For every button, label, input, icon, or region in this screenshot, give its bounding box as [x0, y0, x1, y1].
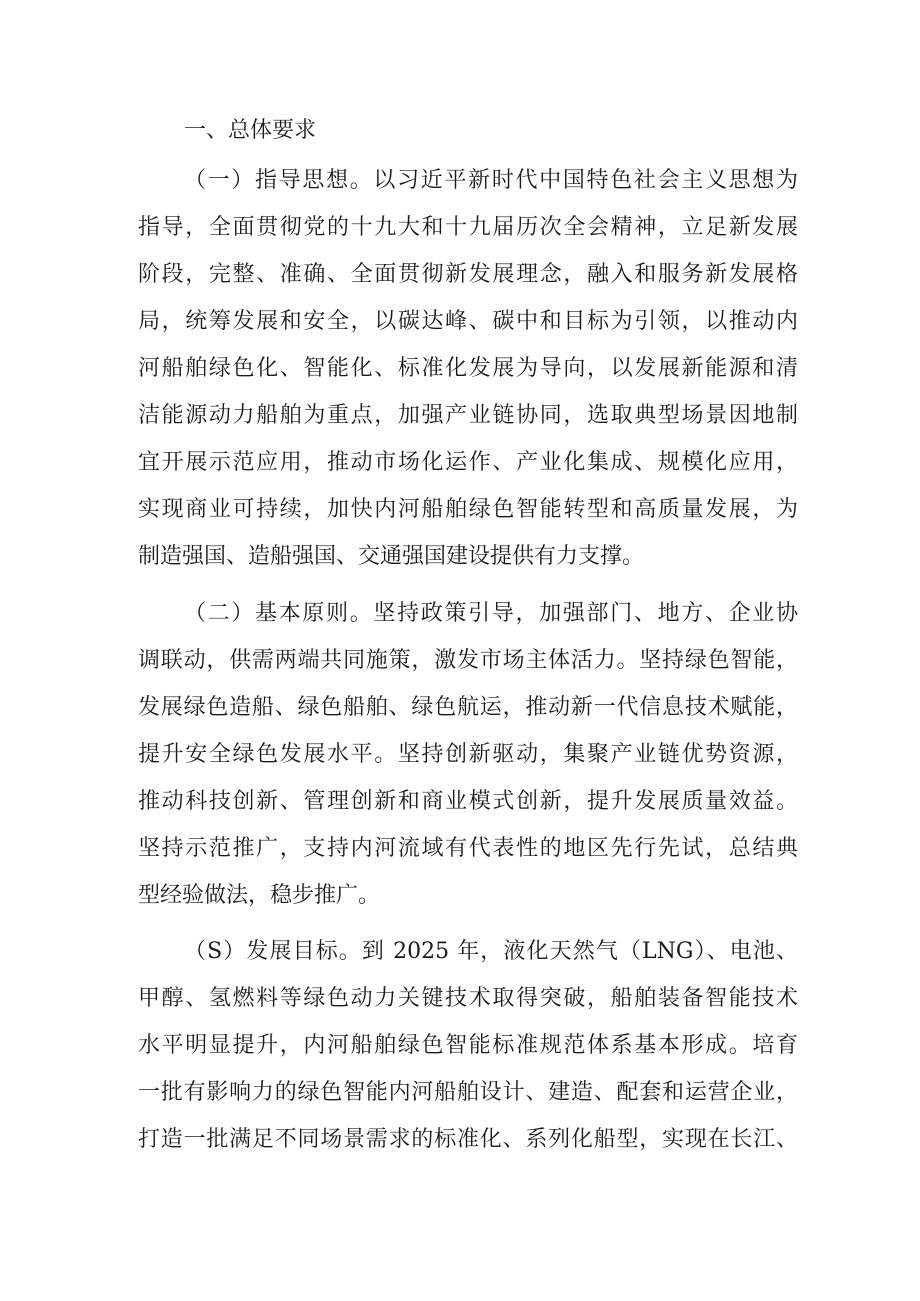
paragraph-line: 局，统筹发展和安全，以碳达峰、碳中和目标为引领，以推动内	[138, 309, 798, 334]
paragraph-line: 阶段，完整、准确、全面贯彻新发展理念，融入和服务新发展格	[138, 262, 798, 287]
paragraph-line: 打造一批满足不同场景需求的标准化、系列化船型，实现在长江、	[138, 1127, 798, 1152]
paragraph-line: 实现商业可持续，加快内河船舶绿色智能转型和高质量发展，为	[138, 497, 798, 522]
paragraph-line: 提升安全绿色发展水平。坚持创新驱动，集聚产业链优势资源，	[138, 742, 798, 767]
paragraph-line: 指导，全面贯彻党的十九大和十九届历次全会精神，立足新发展	[138, 215, 798, 240]
paragraph-line: 型经验做法，稳步推广。	[138, 883, 381, 908]
paragraph-line: 一批有影响力的绿色智能内河船舶设计、建造、配套和运营企业，	[138, 1080, 798, 1105]
paragraph-line: （二）基本原则。坚持政策引导，加强部门、地方、企业协	[184, 601, 798, 626]
paragraph-line: （一）指导思想。以习近平新时代中国特色社会主义思想为	[184, 168, 798, 193]
paragraph-line: 水平明显提升，内河船舶绿色智能标准规范体系基本形成。培育	[138, 1033, 798, 1058]
paragraph-line: 坚持示范推广，支持内河流域有代表性的地区先行先试，总结典	[138, 836, 798, 861]
paragraph-line: 发展绿色造船、绿色船舶、绿色航运，推动新一代信息技术赋能，	[138, 695, 798, 720]
paragraph-line: 调联动，供需两端共同施策，激发市场主体活力。坚持绿色智能，	[138, 648, 798, 673]
paragraph-line: 甲醇、氢燃料等绿色动力关键技术取得突破，船舶装备智能技术	[138, 986, 798, 1011]
paragraph-line: 宜开展示范应用，推动市场化运作、产业化集成、规模化应用，	[138, 450, 798, 475]
section-heading: 一、总体要求	[184, 118, 317, 143]
paragraph-line: 推动科技创新、管理创新和商业模式创新，提升发展质量效益。	[138, 789, 798, 814]
paragraph-line: 河船舶绿色化、智能化、标准化发展为导向，以发展新能源和清	[138, 356, 798, 381]
paragraph-line: （S）发展目标。到 2025 年，液化天然气（LNG）、电池、	[184, 939, 798, 964]
paragraph-line: 制造强国、造船强国、交通强国建设提供有力支撑。	[138, 544, 645, 569]
paragraph-line: 洁能源动力船舶为重点，加强产业链协同，选取典型场景因地制	[138, 403, 798, 428]
